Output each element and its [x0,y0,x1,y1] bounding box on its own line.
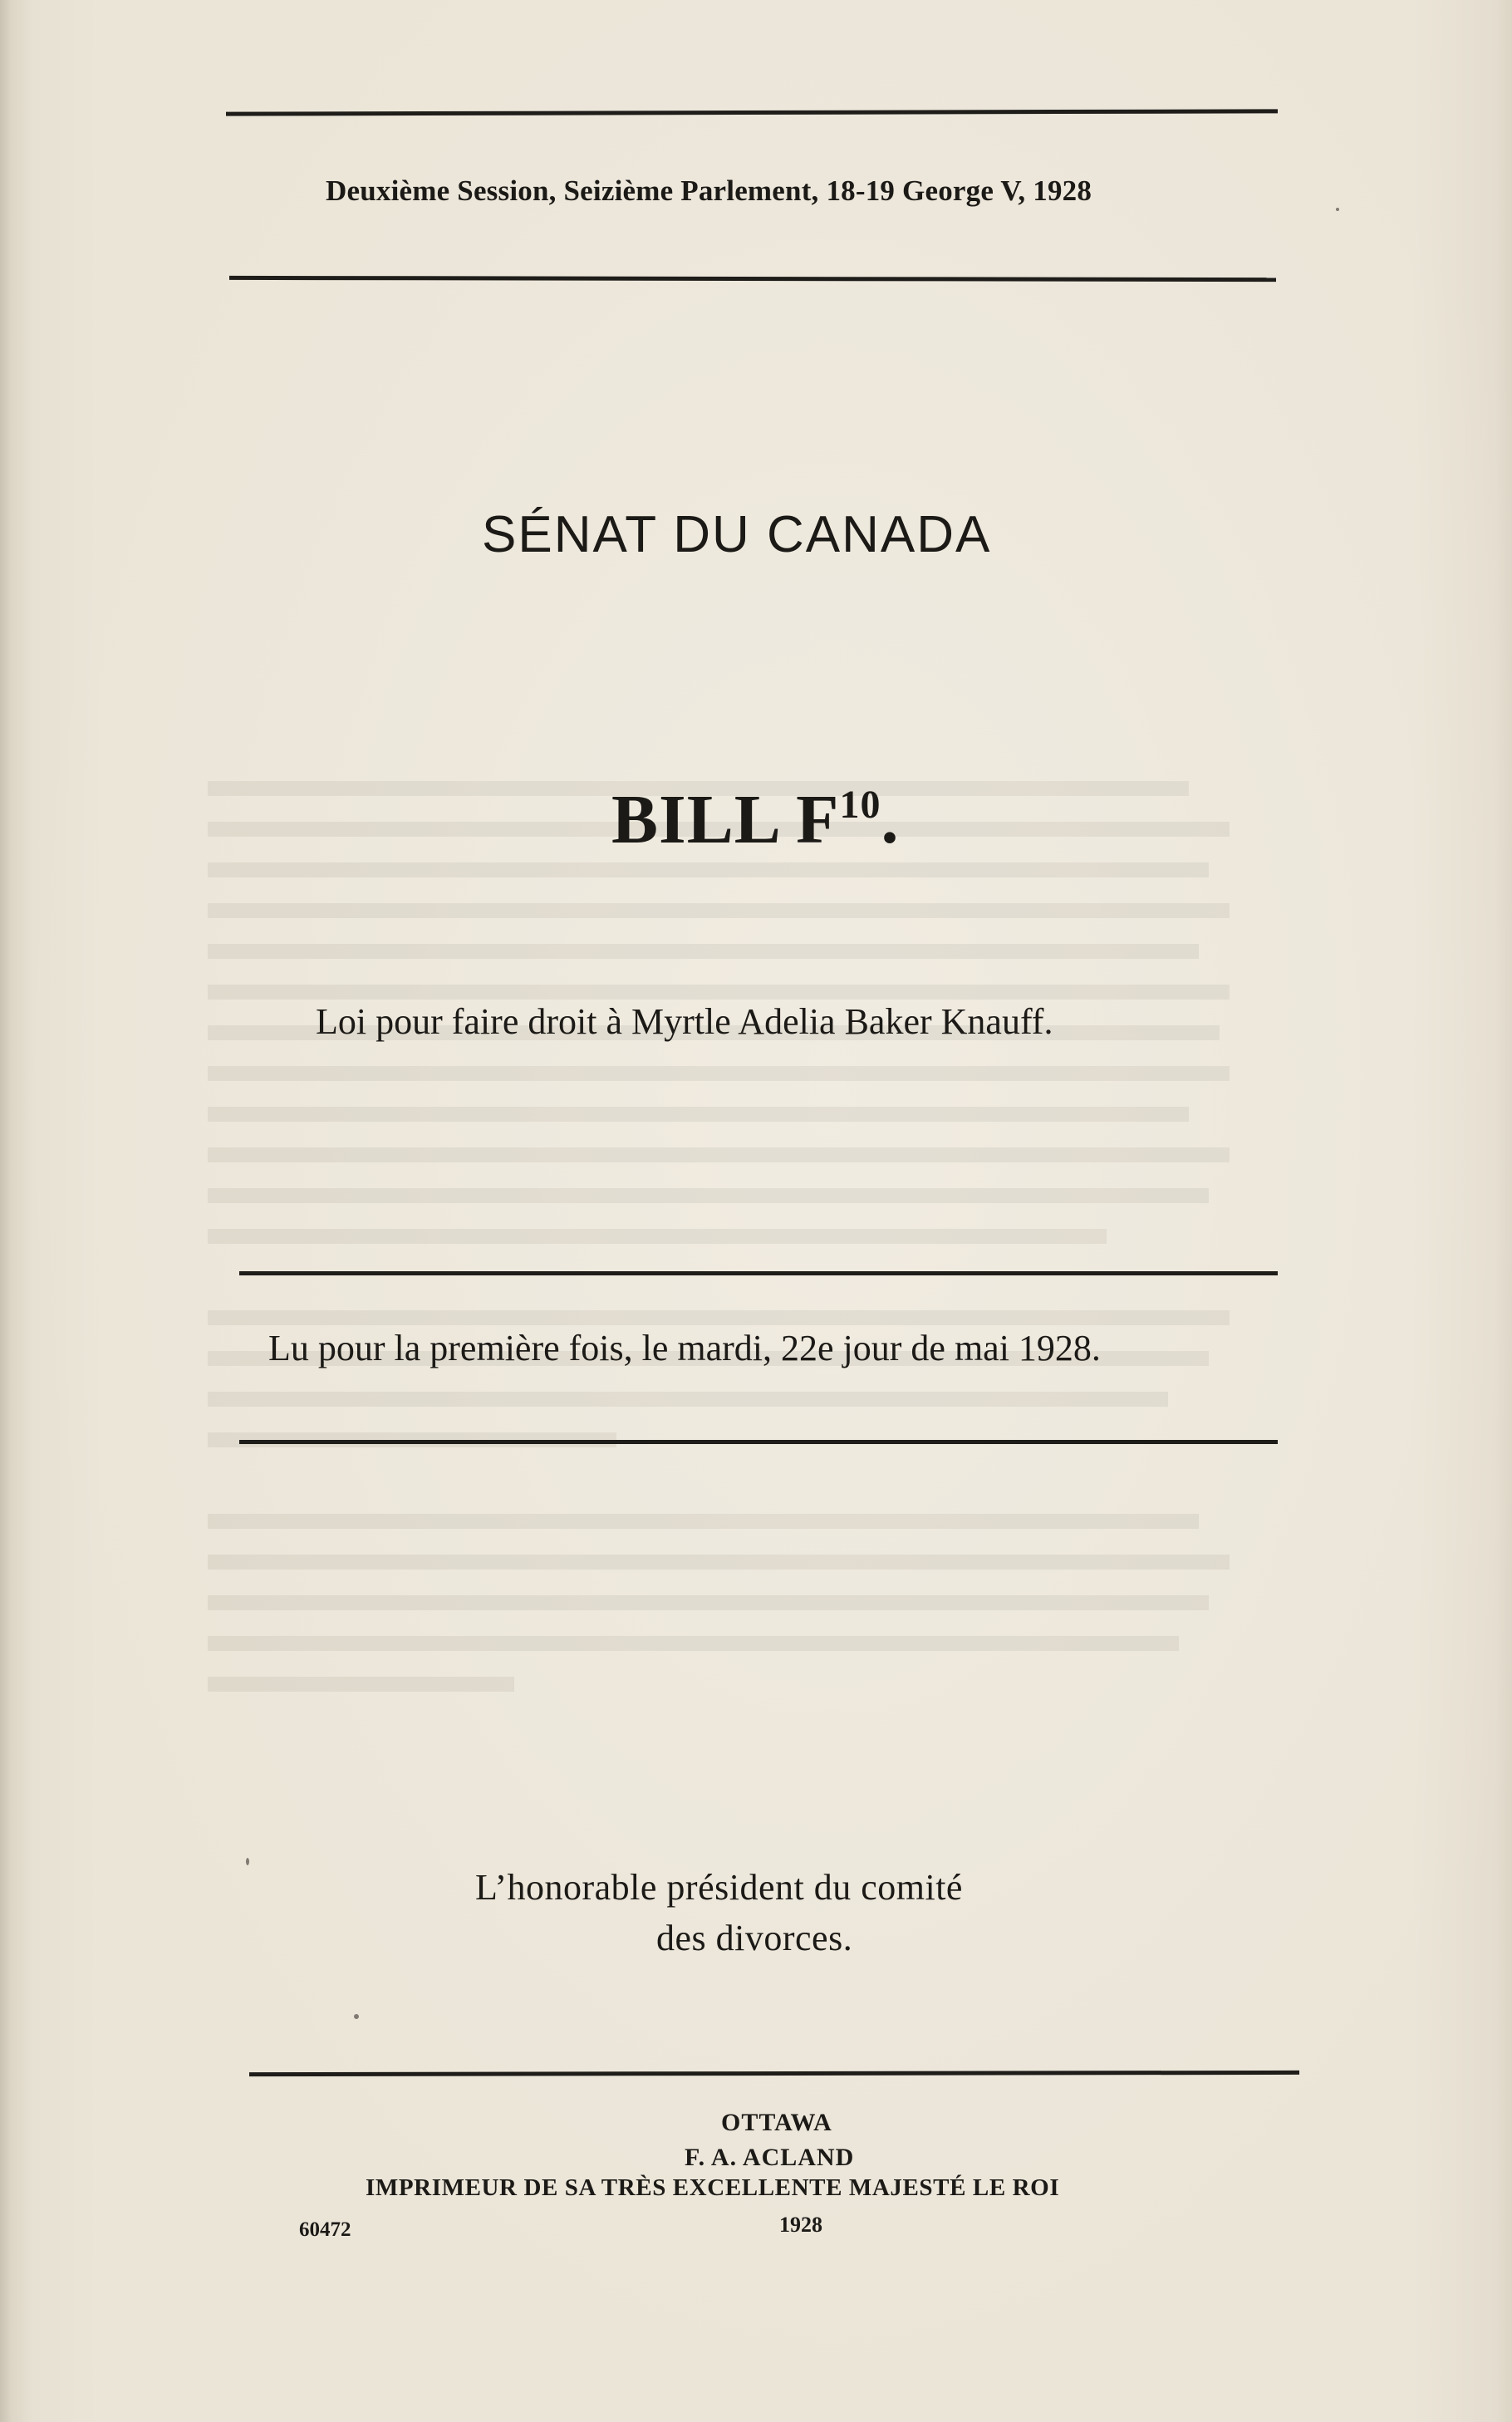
imprint-rule [249,2071,1299,2076]
bill-number [611,779,899,860]
paper-speck [354,2014,359,2019]
imprint-year: 1928 [779,2213,822,2237]
senate-heading: SÉNAT DU CANADA [482,506,992,563]
paper-speck [1336,208,1339,211]
sponsor-line-2: des divorces. [656,1918,853,1958]
session-line: Deuxième Session, Seizième Parlement, 18-19 George V, 1928 [326,174,1092,207]
imprint-printer: F. A. ACLAND [685,2144,855,2171]
header-rule [229,276,1276,282]
imprint-printer-title: IMPRIMEUR DE SA TRÈS EXCELLENTE MAJESTÉ LE ROI [366,2174,1060,2201]
bill-suffix: . [881,781,900,858]
imprint-city: OTTAWA [721,2109,832,2136]
top-rule [226,109,1278,115]
bill-label: BILL F [611,781,840,858]
job-number: 60472 [299,2218,351,2241]
bill-superscript: 10 [839,783,881,827]
reading-top-rule [239,1271,1278,1275]
paper-speck [246,1858,249,1865]
first-reading: Lu pour la première fois, le mardi, 22e jour de mai 1928. [268,1328,1101,1368]
show-through-lines [208,781,1230,1717]
reading-bottom-rule [239,1440,1278,1444]
bill-purpose: Loi pour faire droit à Myrtle Adelia Baker Knauff. [316,1001,1053,1042]
sponsor-line-1: L’honorable président du comité [475,1867,963,1908]
